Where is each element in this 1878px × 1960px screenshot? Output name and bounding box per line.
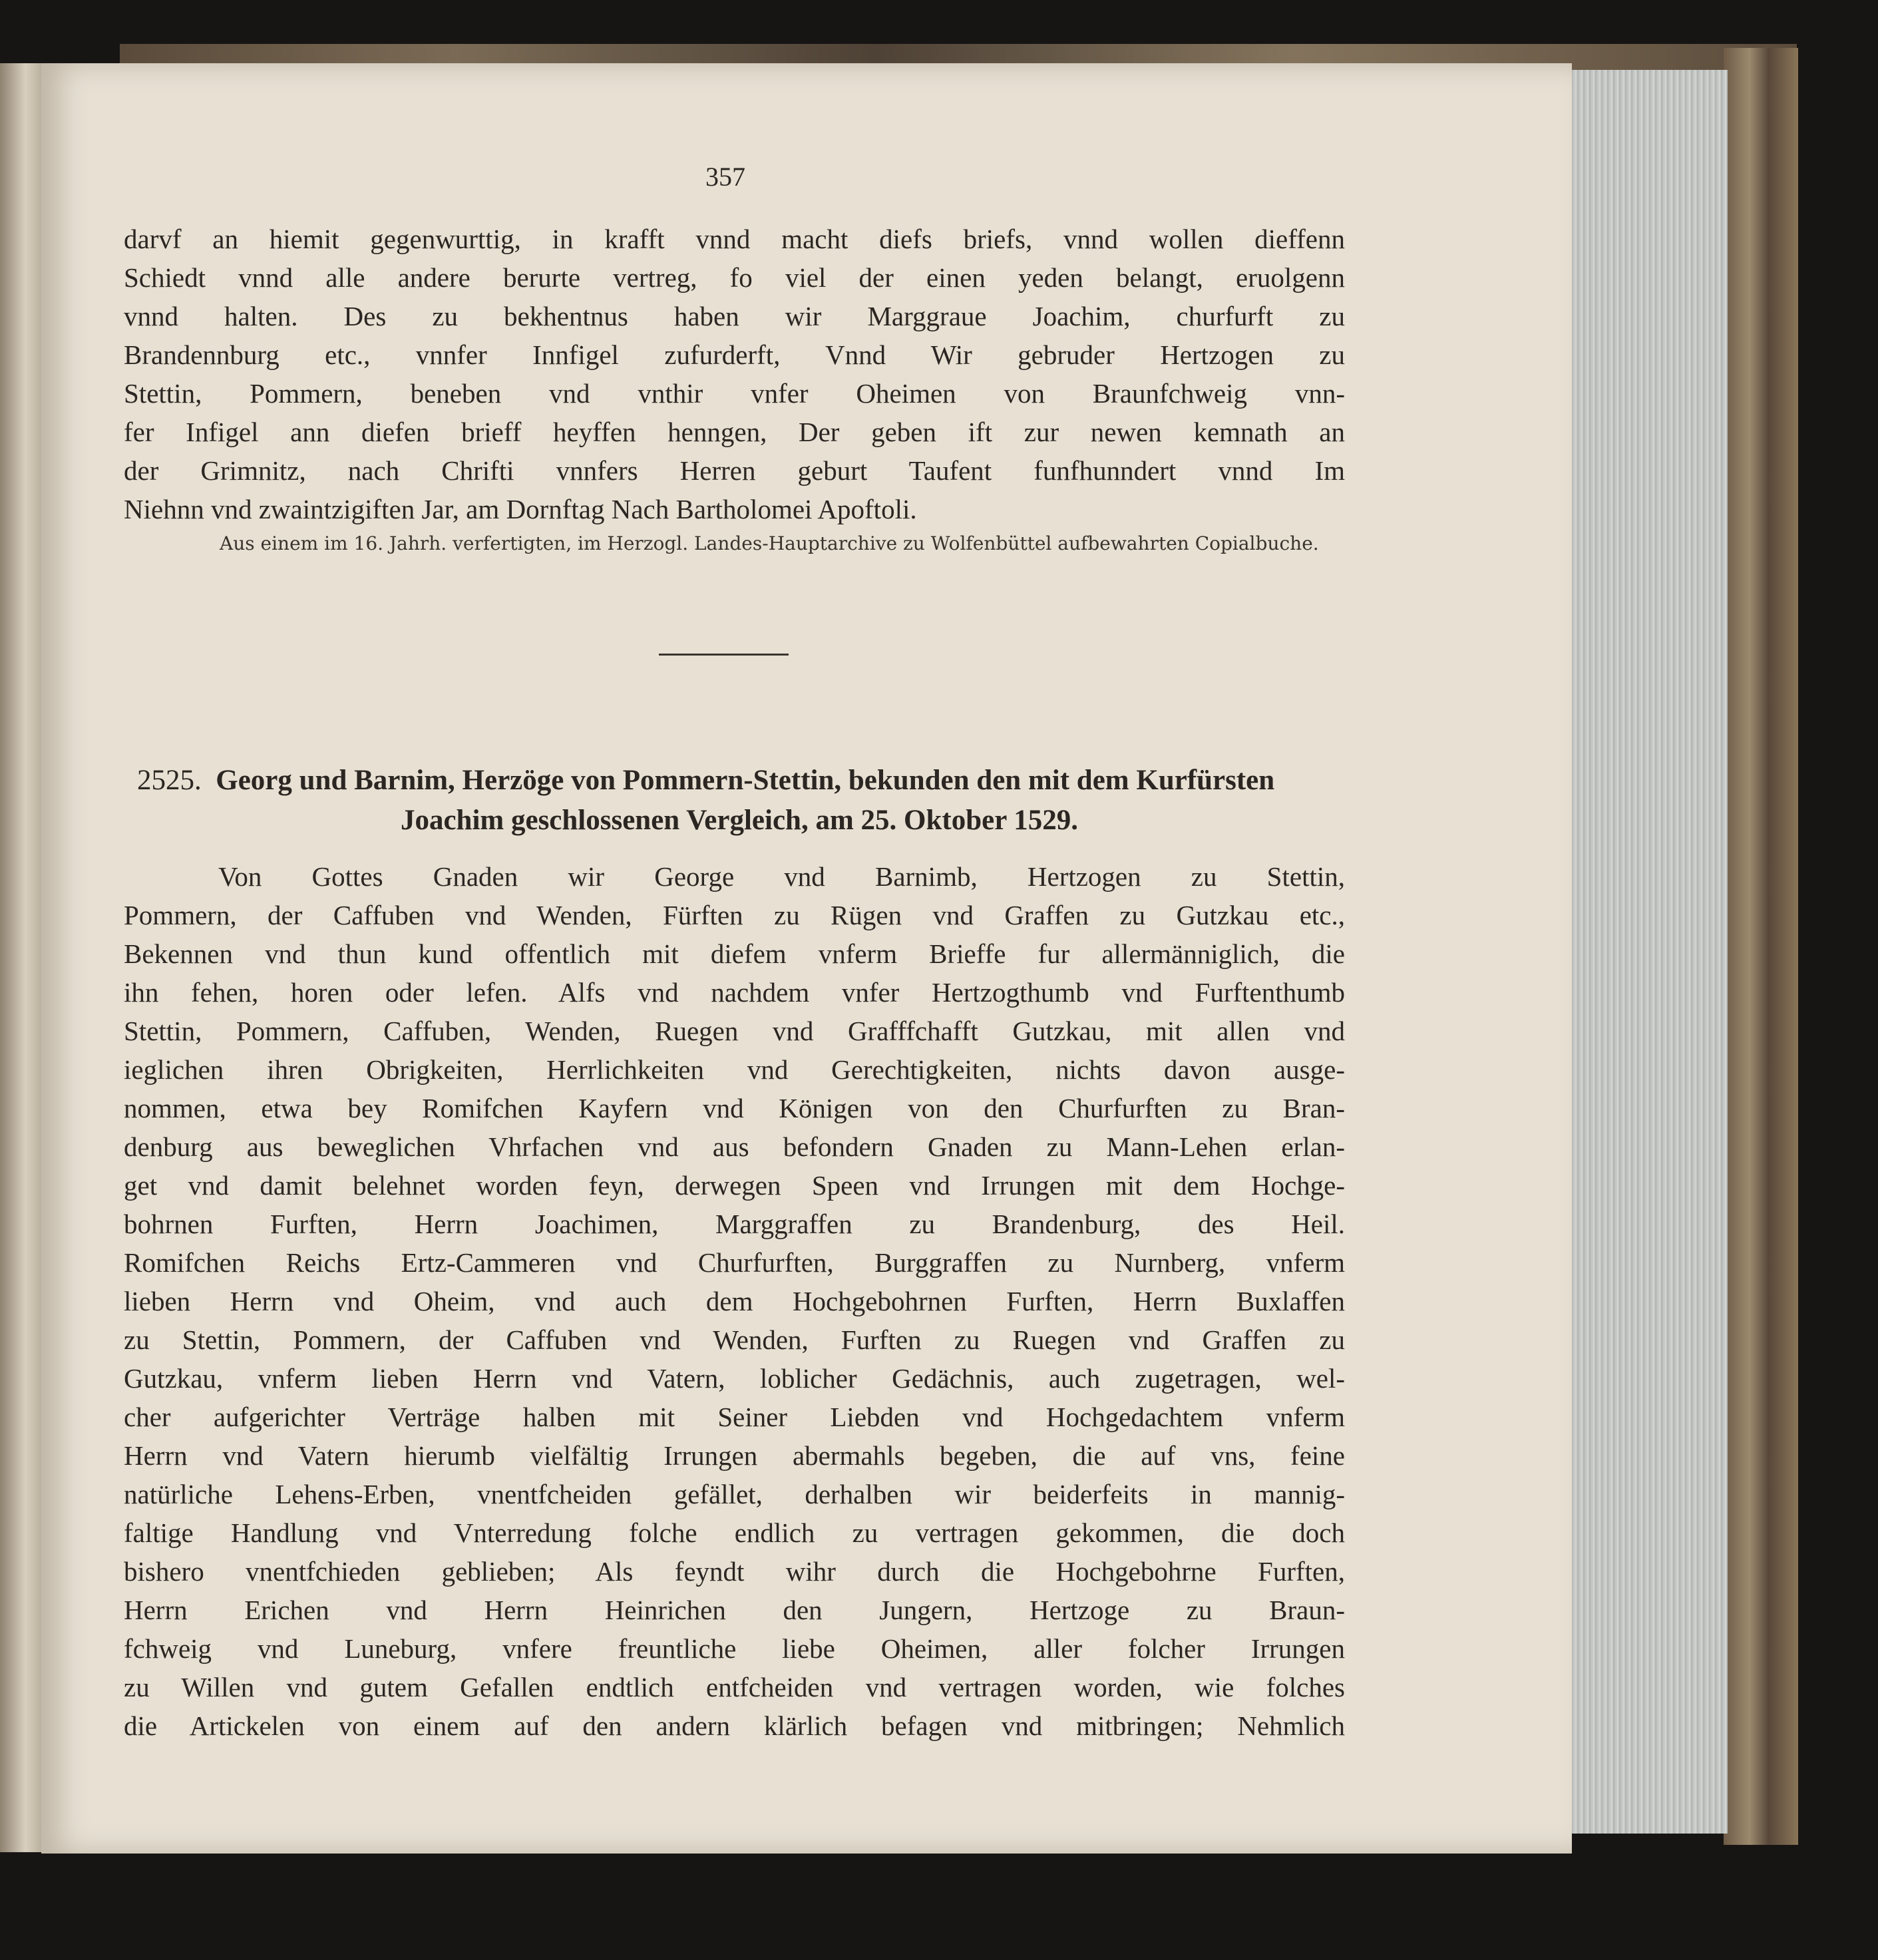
text-line: ieglichen ihren Obrigkeiten, Herrlichkeiten vnd Gerechtigkeiten, nichts davon ausge- [124,1054,1345,1085]
heading-line [137,761,1342,801]
text-line: natürliche Lehens-Erben, vnentfcheiden gefället, derhalben wir beiderfeits in mannig- [124,1479,1345,1509]
text-line: bishero vnentfchieden geblieben; Als feyndt wihr durch die Hochgebohrne Furften, [124,1556,1345,1587]
left-page-edge [0,63,43,1852]
text-line: darvf an hiemit gegenwurttig, in krafft vnnd macht diefs briefs, vnnd wollen dieffenn [124,224,1345,254]
text-line: Niehnn vnd zwaintzigiften Jar, am Dornftag Nach Bartholomei Apoftoli. [124,494,917,524]
text-line: denburg aus beweglichen Vhrfachen vnd aus befondern Gnaden zu Mann-Lehen erlan- [124,1131,1345,1162]
main-paragraph [124,857,1345,1745]
text-line: fchweig vnd Luneburg, vnfere freuntliche liebe Oheimen, aller folcher Irrungen [124,1633,1345,1664]
text-line: Herrn Erichen vnd Herrn Heinrichen den Jungern, Hertzoge zu Braun- [124,1595,1345,1625]
text-line: Stettin, Pommern, beneben vnd vnthir vnfer Oheimen von Braunfchweig vnn- [124,378,1345,409]
text-line: Brandennburg etc., vnnfer Innfigel zufurderft, Vnnd Wir gebruder Hertzogen zu [124,339,1345,370]
heading-text: Georg und Barnim, Herzöge von Pommern-Stettin, bekunden den mit dem Kurfürsten [216,765,1275,796]
text-line: get vnd damit belehnet worden feyn, derwegen Speen vnd Irrungen mit dem Hochge- [124,1170,1345,1201]
source-note: Aus einem im 16. Jahrh. verfertigten, im Herzogl. Landes-Hauptarchive zu Wolfenbüttel aufbewahrten Copialbuche. [220,532,1319,554]
text-line: Stettin, Pommern, Caffuben, Wenden, Ruegen vnd Grafffchafft Gutzkau, mit allen vnd [124,1016,1345,1046]
book-cover-right [1724,48,1798,1845]
text-line: Herrn vnd Vatern hierumb vielfältig Irrungen abermahls begeben, die auf vns, feine [124,1440,1345,1471]
text-line: faltige Handlung vnd Vnterredung folche endlich zu vertragen gekommen, die doch [124,1517,1345,1548]
text-line: Schiedt vnnd alle andere berurte vertreg, fo viel der einen yeden belangt, eruolgenn [124,262,1345,293]
text-line: vnnd halten. Des zu bekhentnus haben wir Marggraue Joachim, churfurft zu [124,301,1345,331]
text-line: Pommern, der Caffuben vnd Wenden, Fürften zu Rügen vnd Graffen zu Gutzkau etc., [124,900,1345,930]
text-line: zu Willen vnd gutem Gefallen endtlich entfcheiden vnd vertragen worden, wie folches [124,1672,1345,1702]
page-number: 357 [705,162,745,192]
document-heading [137,761,1342,841]
text-line: Gutzkau, vnferm lieben Herrn vnd Vatern, loblicher Gedächnis, auch zugetragen, wel- [124,1363,1345,1394]
document-number: 2525. [137,765,202,796]
text-line: lieben Herrn vnd Oheim, vnd auch dem Hochgebohrnen Furften, Herrn Buxlaffen [124,1286,1345,1316]
heading-line: Joachim geschlossenen Vergleich, am 25. Oktober 1529. [400,805,1079,836]
text-line: die Artickelen von einem auf den andern klärlich befagen vnd mitbringen; Nehmlich [124,1710,1345,1741]
text-line: fer Infigel ann diefen brieff heyffen henngen, Der geben ift zur newen kemnath an [124,417,1345,447]
top-paragraph [124,220,1345,528]
text-line: der Grimnitz, nach Chrifti vnnfers Herren geburt Taufent funfhunndert vnnd Im [124,455,1345,486]
section-divider [659,654,789,656]
text-line: bohrnen Furften, Herrn Joachimen, Marggraffen zu Brandenburg, des Heil. [124,1209,1345,1239]
text-line: zu Stettin, Pommern, der Caffuben vnd Wenden, Furften zu Ruegen vnd Graffen zu [124,1324,1345,1355]
text-line: Von Gottes Gnaden wir George vnd Barnimb, Hertzogen zu Stettin, [218,861,1345,892]
text-line: Romifchen Reichs Ertz-Cammeren vnd Churfurften, Burggraffen zu Nurnberg, vnferm [124,1247,1345,1278]
page-stack-edges [1568,70,1728,1834]
text-line: nommen, etwa bey Romifchen Kayfern vnd Königen von den Churfurften zu Bran- [124,1093,1345,1123]
text-line: Bekennen vnd thun kund offentlich mit diefem vnferm Brieffe fur allermänniglich, die [124,938,1345,969]
text-line: ihn fehen, horen oder lefen. Alfs vnd nachdem vnfer Hertzogthumb vnd Furftenthumb [124,977,1345,1008]
text-line: cher aufgerichter Verträge halben mit Seiner Liebden vnd Hochgedachtem vnferm [124,1402,1345,1432]
